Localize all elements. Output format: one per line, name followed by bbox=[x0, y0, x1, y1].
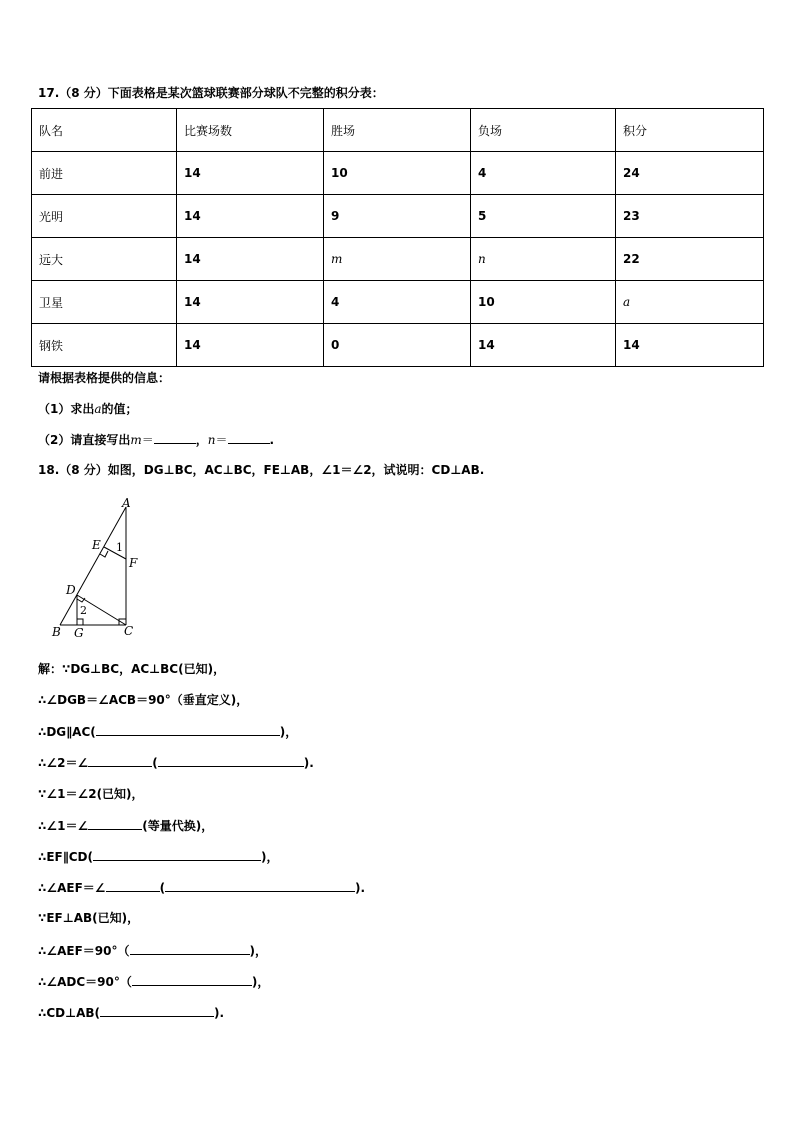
solution-step bbox=[38, 973, 269, 990]
answer-blank[interactable] bbox=[132, 973, 252, 986]
answer-blank[interactable] bbox=[165, 879, 355, 892]
solution-step bbox=[38, 848, 279, 865]
solution-step bbox=[38, 692, 248, 708]
step-text: ). bbox=[303, 756, 314, 770]
table-cell: 14 bbox=[177, 152, 324, 195]
part2-comma: ， bbox=[195, 433, 208, 447]
label-angle-2: 2 bbox=[80, 604, 87, 617]
answer-blank[interactable] bbox=[100, 1004, 214, 1017]
part1-suffix: 的值； bbox=[101, 402, 138, 416]
step-text: ∴∠AEF＝∠ bbox=[38, 881, 106, 895]
col-header: 积分 bbox=[616, 109, 764, 152]
answer-blank[interactable] bbox=[93, 848, 261, 861]
table-cell: 24 bbox=[616, 152, 764, 195]
step-text: ). bbox=[214, 1006, 225, 1020]
part2-prefix: （2）请直接写出 bbox=[38, 433, 131, 447]
step-text: )， bbox=[251, 975, 270, 989]
part2-equals: ＝ bbox=[141, 433, 154, 447]
table-row bbox=[32, 281, 764, 324]
team-name: 卫星 bbox=[32, 281, 177, 324]
answer-blank-m[interactable] bbox=[154, 431, 196, 444]
label-a: A bbox=[122, 496, 131, 510]
table-cell: 23 bbox=[616, 195, 764, 238]
step-text: ∴∠1＝∠ bbox=[38, 819, 89, 833]
step-text: )， bbox=[249, 944, 267, 958]
solution-step bbox=[38, 1004, 224, 1021]
label-c: C bbox=[124, 624, 134, 638]
part1-variable: a bbox=[94, 402, 102, 416]
answer-blank[interactable] bbox=[88, 817, 142, 830]
label-e: E bbox=[92, 538, 101, 552]
solution-step bbox=[38, 661, 225, 677]
table-cell: 10 bbox=[324, 152, 471, 195]
table-cell: 10 bbox=[471, 281, 616, 324]
part2-var-m: m bbox=[130, 433, 142, 447]
table-row bbox=[32, 195, 764, 238]
part2-equals: ＝ bbox=[215, 433, 228, 447]
step-text: ). bbox=[355, 881, 366, 895]
part1-prefix: （1）求出 bbox=[38, 402, 95, 416]
step-text: ∴∠ADC＝90°（ bbox=[38, 975, 132, 989]
step-text: ( bbox=[152, 756, 158, 770]
solution-step bbox=[38, 879, 365, 896]
table-cell: 14 bbox=[177, 238, 324, 281]
step-text: )， bbox=[261, 850, 279, 864]
table-cell-variable: n bbox=[471, 238, 616, 281]
solution-step bbox=[38, 754, 314, 771]
solution-step bbox=[38, 817, 213, 834]
q17-part1 bbox=[38, 401, 138, 417]
part2-period: . bbox=[269, 433, 275, 447]
table-cell: 9 bbox=[324, 195, 471, 238]
table-row bbox=[32, 152, 764, 195]
answer-blank[interactable] bbox=[130, 942, 250, 955]
step-text: ∵∠1＝∠2(已知)， bbox=[38, 787, 144, 801]
step-text: 解：∵DG⊥BC，AC⊥BC(已知)， bbox=[38, 662, 226, 676]
table-cell: 14 bbox=[177, 195, 324, 238]
answer-blank-n[interactable] bbox=[228, 431, 270, 444]
answer-blank[interactable] bbox=[158, 754, 304, 767]
step-text: ∴∠2＝∠ bbox=[38, 756, 89, 770]
answer-blank[interactable] bbox=[106, 879, 160, 892]
right-angle-mark-g bbox=[77, 619, 83, 625]
team-name: 光明 bbox=[32, 195, 177, 238]
solution-step bbox=[38, 910, 139, 926]
q17-prompt: 请根据表格提供的信息： bbox=[38, 371, 171, 385]
score-table bbox=[31, 108, 764, 367]
step-text: ∴∠DGB＝∠ACB＝90°（垂直定义)， bbox=[38, 693, 249, 707]
label-angle-1: 1 bbox=[116, 541, 123, 554]
table-row bbox=[32, 324, 764, 367]
col-header: 比赛场数 bbox=[177, 109, 324, 152]
q17-part2 bbox=[38, 431, 274, 448]
table-cell: 14 bbox=[471, 324, 616, 367]
label-g: G bbox=[74, 626, 84, 640]
table-cell-variable: a bbox=[616, 281, 764, 324]
step-text: ∴CD⊥AB( bbox=[38, 1006, 101, 1020]
solution-step bbox=[38, 786, 144, 802]
table-cell: 14 bbox=[177, 281, 324, 324]
step-text: ∵EF⊥AB(已知)， bbox=[38, 911, 140, 925]
part2-var-n: n bbox=[207, 433, 216, 447]
table-header-row bbox=[32, 109, 764, 152]
label-d: D bbox=[66, 583, 76, 597]
table-row bbox=[32, 238, 764, 281]
team-name: 前进 bbox=[32, 152, 177, 195]
solution-step bbox=[38, 942, 267, 959]
table-cell: 4 bbox=[324, 281, 471, 324]
step-text: ( bbox=[159, 881, 166, 895]
step-text: ∴DG∥AC( bbox=[38, 725, 96, 739]
label-f: F bbox=[129, 556, 138, 570]
table-cell: 14 bbox=[616, 324, 764, 367]
table-cell-variable: m bbox=[324, 238, 471, 281]
segment-ab bbox=[60, 507, 126, 625]
col-header: 负场 bbox=[471, 109, 616, 152]
step-text: ∴EF∥CD( bbox=[38, 850, 93, 864]
team-name: 远大 bbox=[32, 238, 177, 281]
step-text: (等量代换)， bbox=[142, 819, 214, 833]
table-cell: 5 bbox=[471, 195, 616, 238]
step-text: ∴∠AEF＝90°（ bbox=[38, 944, 130, 958]
table-cell: 4 bbox=[471, 152, 616, 195]
triangle-figure bbox=[48, 495, 178, 645]
solution-step bbox=[38, 723, 297, 740]
col-header: 队名 bbox=[32, 109, 177, 152]
label-b: B bbox=[52, 625, 61, 639]
table-cell: 22 bbox=[616, 238, 764, 281]
table-cell: 0 bbox=[324, 324, 471, 367]
answer-blank[interactable] bbox=[96, 723, 280, 736]
q17-header: 17.（8 分）下面表格是某次篮球联赛部分球队不完整的积分表： bbox=[38, 86, 384, 100]
team-name: 钢铁 bbox=[32, 324, 177, 367]
step-text: )， bbox=[279, 725, 298, 739]
q18-header: 18.（8 分）如图，DG⊥BC，AC⊥BC，FE⊥AB，∠1＝∠2，试说明：CD⊥AB. bbox=[38, 463, 485, 477]
answer-blank[interactable] bbox=[88, 754, 152, 767]
table-cell: 14 bbox=[177, 324, 324, 367]
col-header: 胜场 bbox=[324, 109, 471, 152]
